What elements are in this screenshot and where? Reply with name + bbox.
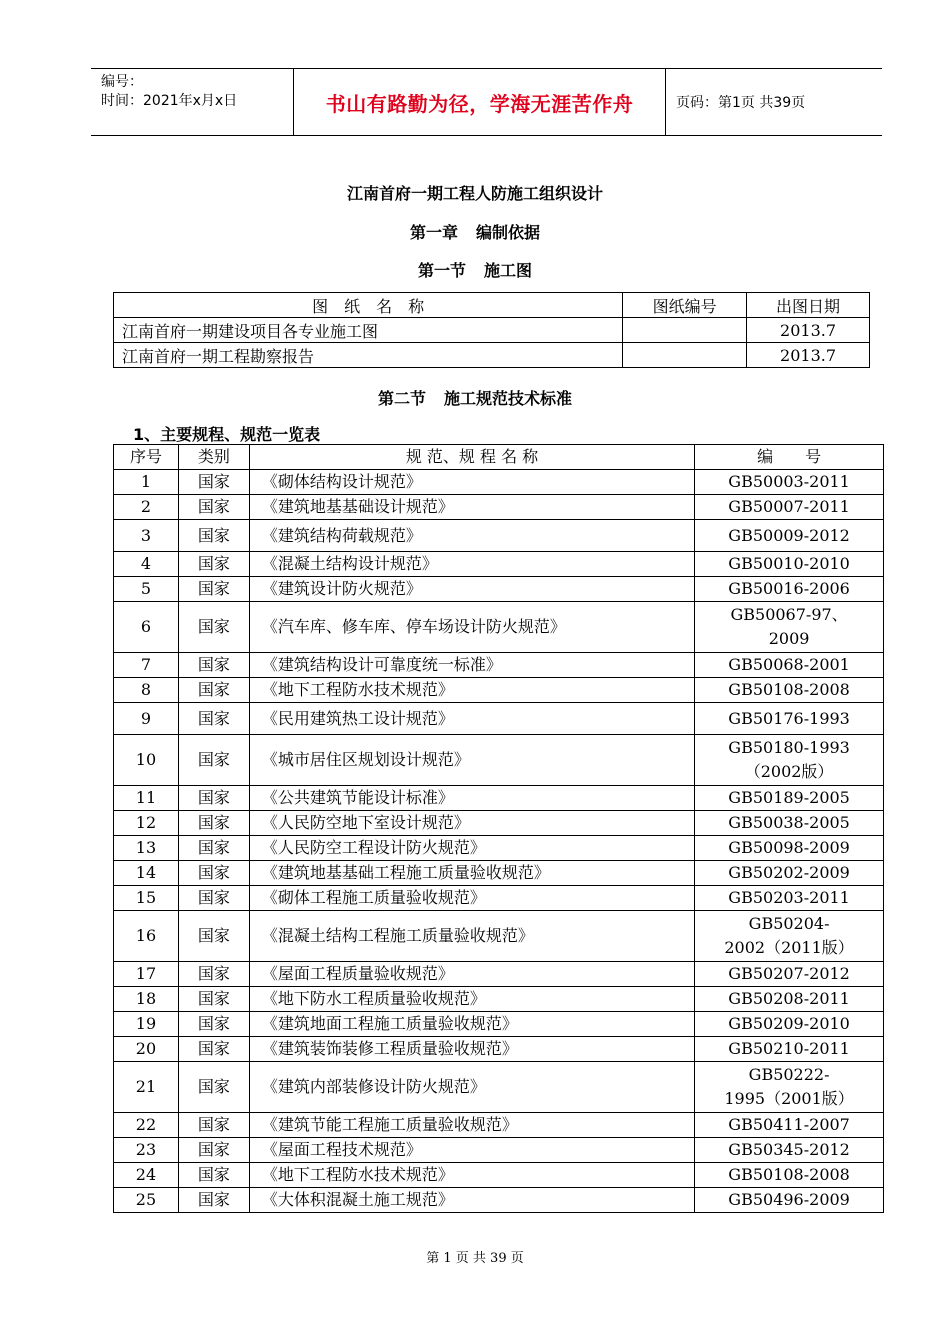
standard-name-cell: 《人民防空工程设计防火规范》 [249,836,694,861]
standard-no-cell: 16 [114,911,179,962]
standard-code-cell [695,552,884,577]
standards-table-row [114,735,884,786]
standard-no-cell: 21 [114,1062,179,1113]
standard-name-cell: 《建筑地基基础工程施工质量验收规范》 [249,861,694,886]
standard-code-cell [695,470,884,495]
standard-name-cell: 《建筑设计防火规范》 [249,577,694,602]
section1-heading [0,258,950,281]
standard-code-cell [695,786,884,811]
standard-code-line: GB50016-2006 [728,579,850,598]
subsection-heading: 1、主要规程、规范一览表 [133,425,321,444]
standard-code-line: GB50010-2010 [728,554,850,573]
drawings-table-row [114,343,870,368]
standard-name-cell: 《建筑装饰装修工程质量验收规范》 [249,1037,694,1062]
standard-code-line: GB50222- [748,1065,830,1084]
standards-table-row [114,962,884,987]
standards-table-row [114,520,884,552]
standard-type-cell: 国家 [178,1113,249,1138]
standard-no-cell: 18 [114,987,179,1012]
drawings-table-header [114,293,870,318]
standard-no-cell: 24 [114,1163,179,1188]
standard-type-cell: 国家 [178,678,249,703]
standard-name-cell: 《大体积混凝土施工规范》 [249,1188,694,1213]
standard-code-line-2: 2002（2011版） [724,938,854,957]
standards-table-row [114,911,884,962]
standard-no-cell: 3 [114,520,179,552]
standard-code-line: GB50176-1993 [728,708,850,728]
standards-table-row [114,470,884,495]
standard-code-line: GB50202-2009 [728,863,850,882]
standard-code-cell [695,735,884,786]
standard-name-cell: 《屋面工程质量验收规范》 [249,962,694,987]
standard-code-cell [695,1138,884,1163]
drawing-date-cell: 2013.7 [747,318,870,343]
page-footer: 第 1 页 共 39 页 [426,1251,524,1266]
document-title: 江南首府一期工程人防施工组织设计 [346,184,603,203]
standards-table-row [114,552,884,577]
standard-type-cell: 国家 [178,552,249,577]
standard-code-line: GB50098-2009 [728,838,850,857]
standard-type-cell: 国家 [178,786,249,811]
standards-table-row [114,703,884,735]
drawing-code-cell [623,343,747,368]
standard-name-cell: 《砌体结构设计规范》 [249,470,694,495]
standard-no-cell: 1 [114,470,179,495]
standard-no-cell: 12 [114,811,179,836]
standard-code-cell [695,703,884,735]
standards-table-row [114,1188,884,1213]
standard-code-cell [695,962,884,987]
standards-table-row [114,1037,884,1062]
standard-no-cell: 7 [114,653,179,678]
standard-code-line: GB50203-2011 [728,888,850,907]
drawing-date-cell: 2013.7 [747,343,870,368]
standard-code-line: GB50068-2001 [728,655,850,674]
standard-code-line: GB50345-2012 [728,1140,850,1159]
standard-name-cell: 《建筑地面工程施工质量验收规范》 [249,1012,694,1037]
standards-table-row [114,1113,884,1138]
standard-code-cell [695,577,884,602]
standard-code-line: GB50209-2010 [728,1014,850,1033]
standard-no-cell: 17 [114,962,179,987]
standard-code-line: GB50208-2011 [728,989,850,1008]
standard-code-cell [695,1188,884,1213]
standards-table-row [114,886,884,911]
page-header [91,68,882,136]
standard-type-cell: 国家 [178,886,249,911]
standard-code-cell [695,1113,884,1138]
standard-code-line-2: 2009 [768,629,810,648]
standard-no-cell: 22 [114,1113,179,1138]
standard-type-cell: 国家 [178,470,249,495]
section1-number: 第一节 [417,261,466,280]
standard-type-cell: 国家 [178,962,249,987]
header-name: 规 范、规 程 名 称 [249,445,694,470]
standard-name-cell: 《民用建筑热工设计规范》 [249,703,694,735]
standards-table-row [114,987,884,1012]
standard-name-cell: 《混凝土结构设计规范》 [249,552,694,577]
standard-name-cell: 《建筑地基基础设计规范》 [249,495,694,520]
drawing-name-cell: 江南首府一期工程勘察报告 [114,343,623,368]
standard-type-cell: 国家 [178,1138,249,1163]
standard-name-cell: 《建筑结构设计可靠度统一标准》 [249,653,694,678]
standard-name-cell: 《混凝土结构工程施工质量验收规范》 [249,911,694,962]
standard-name-cell: 《地下工程防水技术规范》 [249,678,694,703]
standard-name-cell: 《建筑节能工程施工质量验收规范》 [249,1113,694,1138]
standard-name-cell: 《屋面工程技术规范》 [249,1138,694,1163]
standard-type-cell: 国家 [178,577,249,602]
drawings-table [113,292,870,368]
standard-type-cell: 国家 [178,836,249,861]
standard-name-cell: 《砌体工程施工质量验收规范》 [249,886,694,911]
standards-table-row [114,1062,884,1113]
standard-type-cell: 国家 [178,811,249,836]
section2-name: 施工规范技术标准 [444,389,573,408]
standards-table-row [114,653,884,678]
standard-code-line-2: 1995（2001版） [724,1089,854,1108]
chapter-name: 编制依据 [476,223,541,242]
header-id-label: 编号： [101,74,143,90]
standard-code-line: GB50496-2009 [728,1190,850,1209]
standard-name-cell: 《地下防水工程质量验收规范》 [249,987,694,1012]
standard-type-cell: 国家 [178,861,249,886]
drawing-code-cell [623,318,747,343]
standard-type-cell: 国家 [178,653,249,678]
standard-no-cell: 2 [114,495,179,520]
standard-type-cell: 国家 [178,735,249,786]
standard-type-cell: 国家 [178,1188,249,1213]
standard-no-cell: 4 [114,552,179,577]
standard-name-cell: 《公共建筑节能设计标准》 [249,786,694,811]
standard-code-cell [695,987,884,1012]
standard-code-line: GB50067-97、 [730,605,848,624]
standard-code-line: GB50180-1993 [728,738,850,757]
standards-table-row [114,1163,884,1188]
section1-name: 施工图 [484,261,533,280]
standard-code-cell [695,861,884,886]
header-code: 编 号 [695,445,884,470]
standard-code-cell [695,811,884,836]
standards-table-row [114,678,884,703]
header-meta [91,69,293,135]
standard-code-cell [695,495,884,520]
standard-code-line: GB50204- [748,914,830,933]
standard-no-cell: 15 [114,886,179,911]
header-drawing-name: 图 纸 名 称 [114,293,623,318]
standard-no-cell: 23 [114,1138,179,1163]
standard-type-cell: 国家 [178,911,249,962]
standard-type-cell: 国家 [178,1012,249,1037]
header-type: 类别 [178,445,249,470]
standard-code-line: GB50038-2005 [728,813,850,832]
standards-table [113,444,884,1213]
standards-table-row [114,1138,884,1163]
standard-code-line: GB50003-2011 [728,472,850,491]
standards-table-row [114,577,884,602]
standard-no-cell: 6 [114,602,179,653]
header-page-label: 页码：第1页 共39页 [676,95,806,111]
drawings-table-row [114,318,870,343]
standard-code-cell [695,911,884,962]
standards-table-row [114,602,884,653]
header-time-label: 时间：2021年x月x日 [101,93,238,109]
standard-no-cell: 13 [114,836,179,861]
standard-code-line: GB50189-2005 [728,788,850,807]
standard-type-cell: 国家 [178,602,249,653]
standard-name-cell: 《城市居住区规划设计规范》 [249,735,694,786]
standard-type-cell: 国家 [178,520,249,552]
standard-type-cell: 国家 [178,987,249,1012]
standards-table-row [114,786,884,811]
standard-code-cell [695,520,884,552]
standards-table-row [114,861,884,886]
standards-table-row [114,495,884,520]
standard-code-cell [695,1163,884,1188]
standards-table-row [114,836,884,861]
section2-number: 第二节 [377,389,426,408]
standard-code-line-2: （2002版） [744,762,834,781]
standard-no-cell: 11 [114,786,179,811]
standard-no-cell: 9 [114,703,179,735]
standard-type-cell: 国家 [178,495,249,520]
standard-no-cell: 14 [114,861,179,886]
standard-type-cell: 国家 [178,1062,249,1113]
standard-code-cell [695,602,884,653]
section2-heading [0,386,950,409]
standard-no-cell: 5 [114,577,179,602]
standard-no-cell: 19 [114,1012,179,1037]
standard-code-line: GB50207-2012 [728,964,850,983]
standard-code-cell [695,836,884,861]
standards-table-row [114,1012,884,1037]
standard-no-cell: 25 [114,1188,179,1213]
header-no: 序号 [114,445,179,470]
header-slogan: 书山有路勤为径，学海无涯苦作舟 [293,69,666,135]
chapter-number: 第一章 [409,223,458,242]
standard-no-cell: 10 [114,735,179,786]
standard-code-cell [695,678,884,703]
standard-name-cell: 《建筑内部装修设计防火规范》 [249,1062,694,1113]
standards-table-header [114,445,884,470]
standard-name-cell: 《建筑结构荷载规范》 [249,520,694,552]
standard-name-cell: 《人民防空地下室设计规范》 [249,811,694,836]
header-drawing-date: 出图日期 [747,293,870,318]
standard-name-cell: 《地下工程防水技术规范》 [249,1163,694,1188]
standard-name-cell: 《汽车库、修车库、停车场设计防火规范》 [249,602,694,653]
standard-no-cell: 8 [114,678,179,703]
standard-code-cell [695,653,884,678]
standard-code-line: GB50007-2011 [728,497,850,516]
standard-code-line: GB50108-2008 [728,680,850,699]
standard-code-line: GB50009-2012 [728,525,850,545]
standard-type-cell: 国家 [178,1163,249,1188]
standard-code-line: GB50108-2008 [728,1165,850,1184]
standard-code-cell [695,886,884,911]
header-drawing-code: 图纸编号 [623,293,747,318]
standard-code-line: GB50411-2007 [728,1115,850,1134]
drawing-name-cell: 江南首府一期建设项目各专业施工图 [114,318,623,343]
standard-type-cell: 国家 [178,703,249,735]
standard-code-cell [695,1012,884,1037]
standard-code-cell [695,1037,884,1062]
chapter-heading [0,220,950,243]
standard-type-cell: 国家 [178,1037,249,1062]
standards-table-row [114,811,884,836]
standard-code-cell [695,1062,884,1113]
standard-no-cell: 20 [114,1037,179,1062]
standard-code-line: GB50210-2011 [728,1039,850,1058]
